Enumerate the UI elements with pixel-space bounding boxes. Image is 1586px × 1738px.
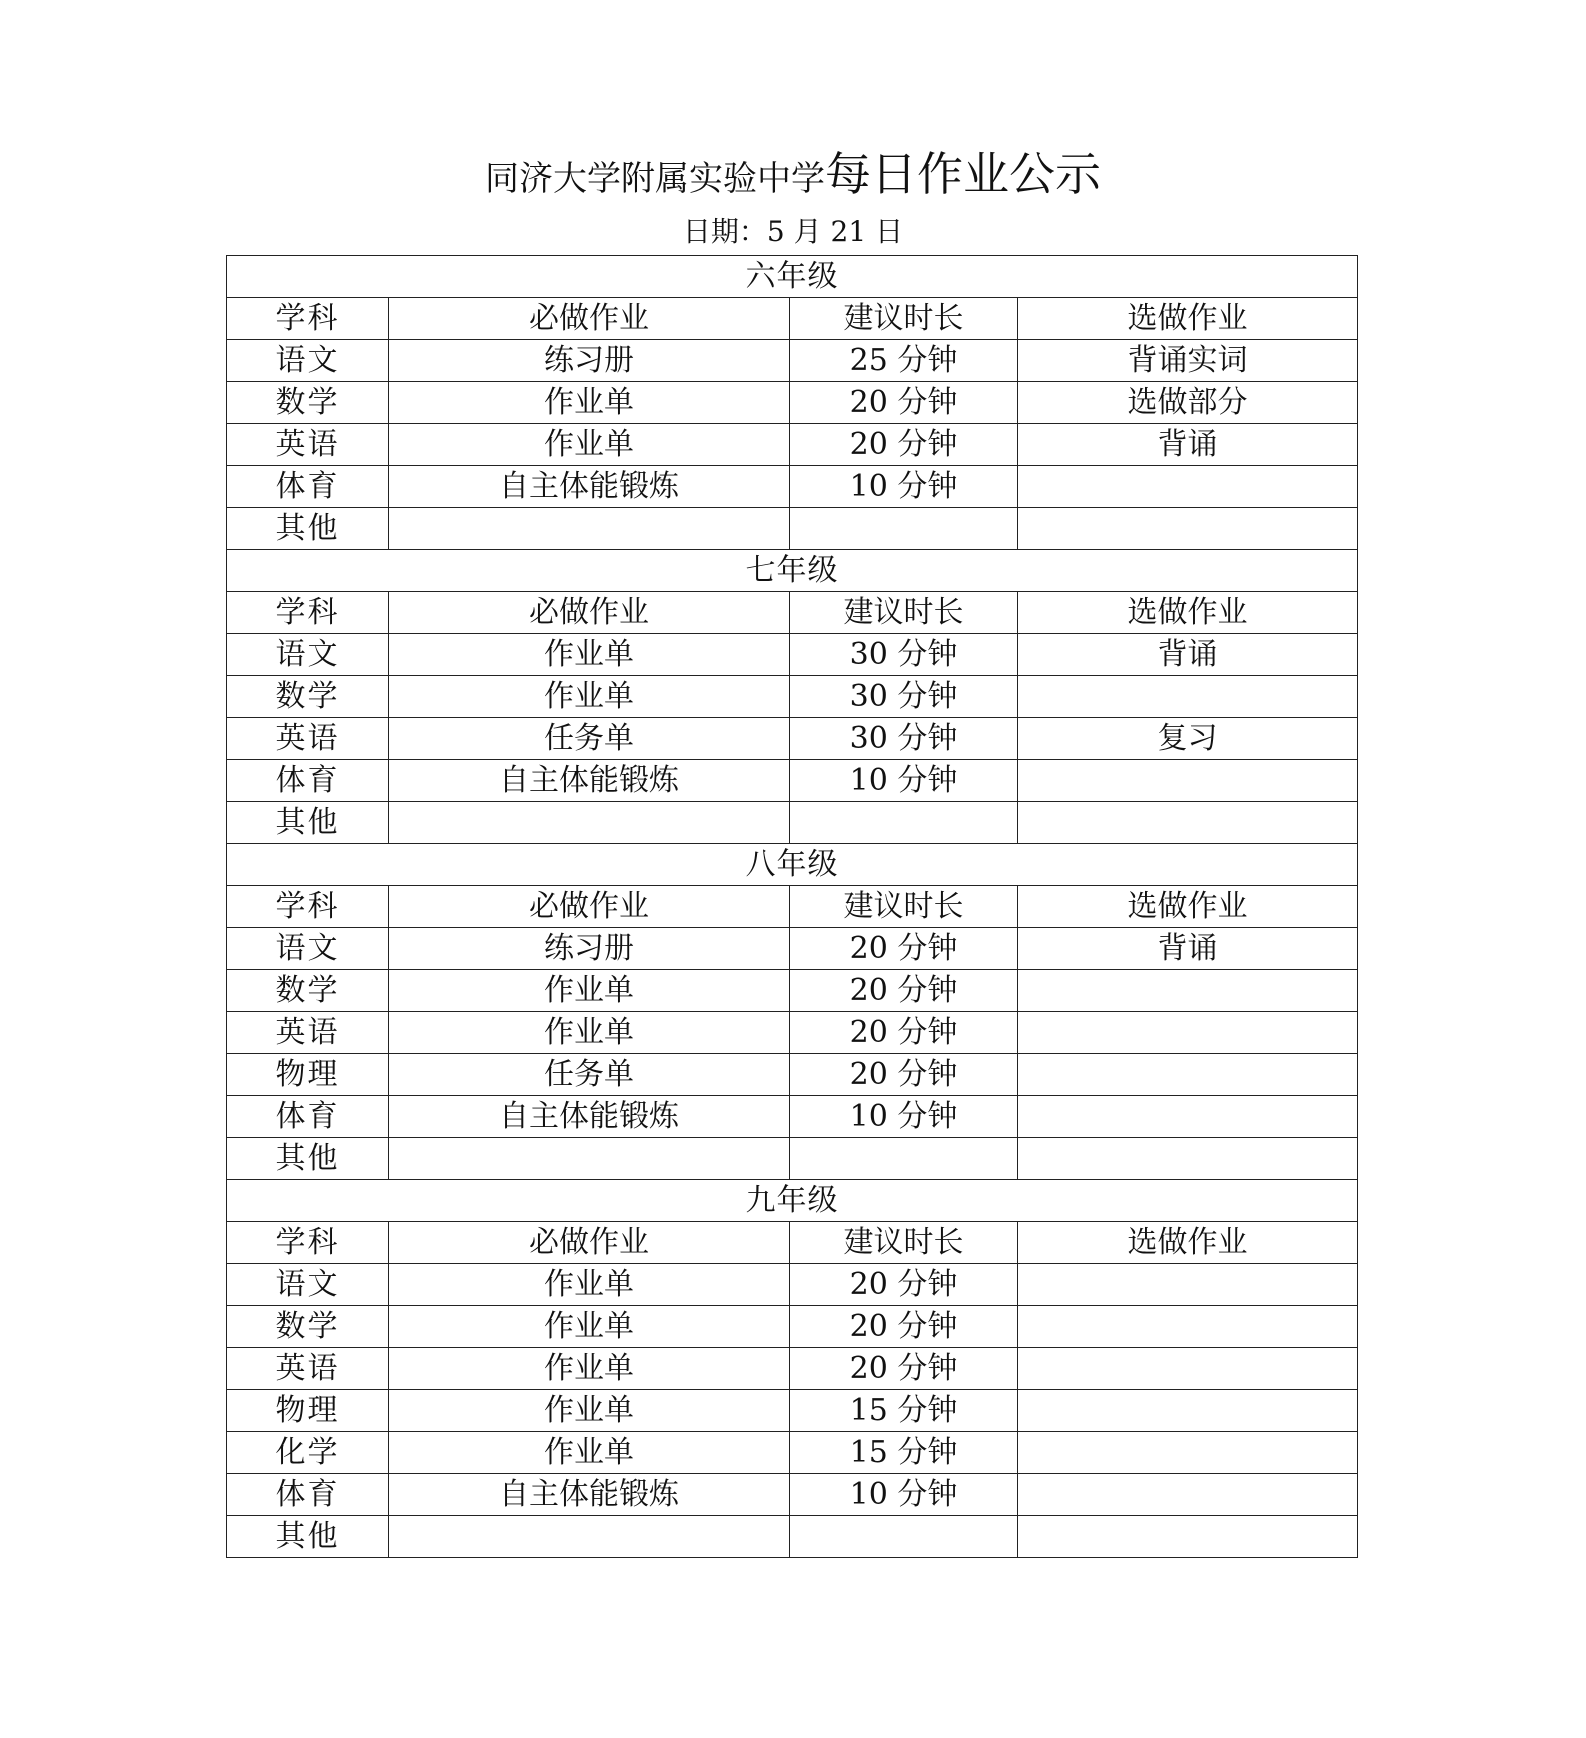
table-row [227, 382, 1358, 424]
subject-cell: 数学 [227, 970, 389, 1012]
required-cell: 作业单 [389, 634, 790, 676]
header-optional: 选做作业 [1018, 592, 1358, 634]
optional-cell [1018, 1516, 1358, 1558]
optional-cell [1018, 802, 1358, 844]
table-row [227, 1012, 1358, 1054]
column-header-row [227, 298, 1358, 340]
column-header-row [227, 886, 1358, 928]
optional-cell [1018, 970, 1358, 1012]
duration-cell: 20 分钟 [790, 424, 1018, 466]
table-row [227, 1348, 1358, 1390]
table-row [227, 1516, 1358, 1558]
header-required: 必做作业 [389, 1222, 790, 1264]
header-subject: 学科 [227, 1222, 389, 1264]
required-cell: 任务单 [389, 1054, 790, 1096]
grade-row [227, 1180, 1358, 1222]
table-row [227, 802, 1358, 844]
subject-cell: 体育 [227, 760, 389, 802]
column-header-row [227, 1222, 1358, 1264]
optional-cell [1018, 508, 1358, 550]
subject-cell: 体育 [227, 1474, 389, 1516]
optional-cell [1018, 1012, 1358, 1054]
subject-cell: 语文 [227, 340, 389, 382]
duration-cell: 20 分钟 [790, 382, 1018, 424]
subject-cell: 英语 [227, 1348, 389, 1390]
homework-table [226, 255, 1358, 1558]
subject-cell: 英语 [227, 718, 389, 760]
required-cell: 练习册 [389, 928, 790, 970]
page-title [0, 144, 1586, 215]
subject-cell: 英语 [227, 1012, 389, 1054]
optional-cell [1018, 1306, 1358, 1348]
optional-cell: 背诵 [1018, 928, 1358, 970]
subject-cell: 物理 [227, 1054, 389, 1096]
duration-cell: 30 分钟 [790, 676, 1018, 718]
optional-cell: 背诵 [1018, 424, 1358, 466]
required-cell: 作业单 [389, 1432, 790, 1474]
subject-cell: 物理 [227, 1390, 389, 1432]
optional-cell [1018, 1390, 1358, 1432]
duration-cell: 20 分钟 [790, 1054, 1018, 1096]
table-row [227, 760, 1358, 802]
required-cell: 自主体能锻炼 [389, 760, 790, 802]
duration-cell: 10 分钟 [790, 1096, 1018, 1138]
table-row [227, 508, 1358, 550]
required-cell: 作业单 [389, 382, 790, 424]
duration-cell [790, 508, 1018, 550]
optional-cell [1018, 760, 1358, 802]
subject-cell: 体育 [227, 1096, 389, 1138]
required-cell [389, 1138, 790, 1180]
header-subject: 学科 [227, 886, 389, 928]
grade-row [227, 550, 1358, 592]
duration-cell: 25 分钟 [790, 340, 1018, 382]
table-row [227, 928, 1358, 970]
date-label: 日期：5 月 21 日 [682, 215, 904, 248]
subject-cell: 英语 [227, 424, 389, 466]
required-cell: 作业单 [389, 676, 790, 718]
subject-cell: 化学 [227, 1432, 389, 1474]
required-cell: 作业单 [389, 1264, 790, 1306]
duration-cell: 20 分钟 [790, 1306, 1018, 1348]
required-cell: 作业单 [389, 1012, 790, 1054]
table-row [227, 1264, 1358, 1306]
title-main: 每日作业公示 [825, 147, 1101, 201]
required-cell: 作业单 [389, 970, 790, 1012]
optional-cell [1018, 466, 1358, 508]
optional-cell [1018, 1348, 1358, 1390]
required-cell: 自主体能锻炼 [389, 1096, 790, 1138]
required-cell: 作业单 [389, 424, 790, 466]
school-name: 同济大学附属实验中学 [485, 159, 825, 199]
subject-cell: 其他 [227, 802, 389, 844]
table-row [227, 340, 1358, 382]
table-row [227, 1096, 1358, 1138]
subject-cell: 语文 [227, 634, 389, 676]
optional-cell: 背诵实词 [1018, 340, 1358, 382]
required-cell [389, 508, 790, 550]
required-cell: 练习册 [389, 340, 790, 382]
duration-cell: 15 分钟 [790, 1432, 1018, 1474]
duration-cell: 10 分钟 [790, 760, 1018, 802]
required-cell: 自主体能锻炼 [389, 466, 790, 508]
header-required: 必做作业 [389, 592, 790, 634]
required-cell: 作业单 [389, 1348, 790, 1390]
table-row [227, 676, 1358, 718]
grade-header: 七年级 [227, 550, 1358, 592]
table-row [227, 970, 1358, 1012]
subject-cell: 其他 [227, 1516, 389, 1558]
duration-cell: 20 分钟 [790, 970, 1018, 1012]
subject-cell: 语文 [227, 1264, 389, 1306]
duration-cell [790, 1138, 1018, 1180]
table-row [227, 718, 1358, 760]
duration-cell: 20 分钟 [790, 1012, 1018, 1054]
optional-cell: 背诵 [1018, 634, 1358, 676]
header-subject: 学科 [227, 592, 389, 634]
optional-cell: 选做部分 [1018, 382, 1358, 424]
subject-cell: 语文 [227, 928, 389, 970]
header-required: 必做作业 [389, 886, 790, 928]
table-row [227, 1138, 1358, 1180]
duration-cell: 20 分钟 [790, 928, 1018, 970]
optional-cell: 复习 [1018, 718, 1358, 760]
table-row [227, 1054, 1358, 1096]
required-cell: 作业单 [389, 1390, 790, 1432]
optional-cell [1018, 676, 1358, 718]
grade-header: 八年级 [227, 844, 1358, 886]
duration-cell: 10 分钟 [790, 466, 1018, 508]
header-required: 必做作业 [389, 298, 790, 340]
duration-cell: 30 分钟 [790, 634, 1018, 676]
required-cell: 自主体能锻炼 [389, 1474, 790, 1516]
header-subject: 学科 [227, 298, 389, 340]
table-row [227, 1432, 1358, 1474]
duration-cell: 15 分钟 [790, 1390, 1018, 1432]
table-row [227, 424, 1358, 466]
grade-header: 六年级 [227, 256, 1358, 298]
column-header-row [227, 592, 1358, 634]
header-optional: 选做作业 [1018, 886, 1358, 928]
required-cell [389, 1516, 790, 1558]
header-duration: 建议时长 [790, 298, 1018, 340]
header-duration: 建议时长 [790, 1222, 1018, 1264]
optional-cell [1018, 1054, 1358, 1096]
duration-cell: 20 分钟 [790, 1348, 1018, 1390]
duration-cell: 10 分钟 [790, 1474, 1018, 1516]
duration-cell: 30 分钟 [790, 718, 1018, 760]
table-row [227, 1306, 1358, 1348]
duration-cell: 20 分钟 [790, 1264, 1018, 1306]
grade-row [227, 256, 1358, 298]
duration-cell [790, 802, 1018, 844]
grade-header: 九年级 [227, 1180, 1358, 1222]
optional-cell [1018, 1096, 1358, 1138]
header-optional: 选做作业 [1018, 298, 1358, 340]
header-duration: 建议时长 [790, 592, 1018, 634]
header-optional: 选做作业 [1018, 1222, 1358, 1264]
header-duration: 建议时长 [790, 886, 1018, 928]
table-row [227, 1474, 1358, 1516]
required-cell [389, 802, 790, 844]
duration-cell [790, 1516, 1018, 1558]
subject-cell: 数学 [227, 676, 389, 718]
subject-cell: 其他 [227, 1138, 389, 1180]
subject-cell: 数学 [227, 382, 389, 424]
subject-cell: 数学 [227, 1306, 389, 1348]
required-cell: 作业单 [389, 1306, 790, 1348]
subject-cell: 体育 [227, 466, 389, 508]
table-row [227, 1390, 1358, 1432]
optional-cell [1018, 1432, 1358, 1474]
grade-row [227, 844, 1358, 886]
table-row [227, 466, 1358, 508]
optional-cell [1018, 1264, 1358, 1306]
table-row [227, 634, 1358, 676]
required-cell: 任务单 [389, 718, 790, 760]
optional-cell [1018, 1138, 1358, 1180]
subject-cell: 其他 [227, 508, 389, 550]
optional-cell [1018, 1474, 1358, 1516]
